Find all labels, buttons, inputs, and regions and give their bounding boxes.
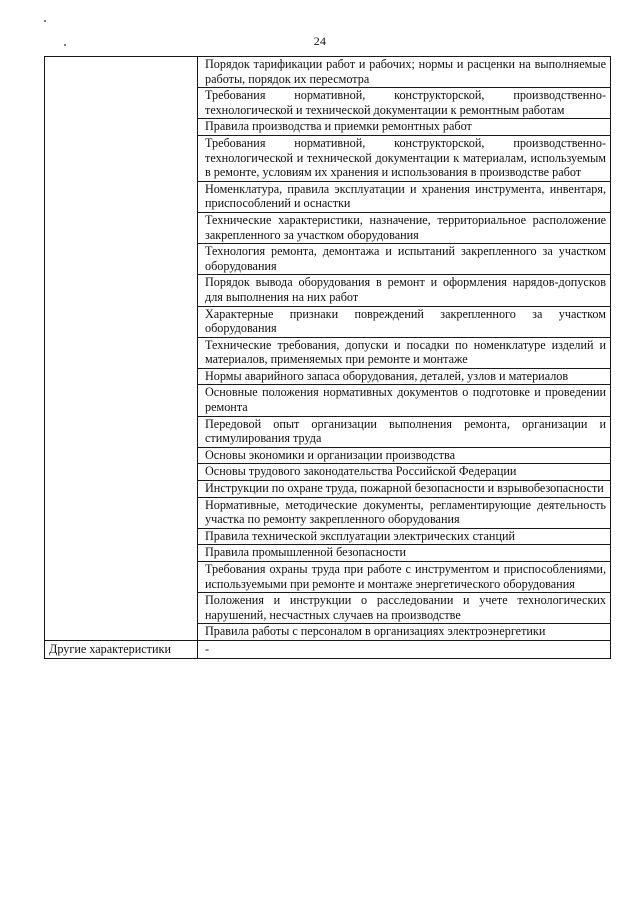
requirement-cell: Порядок вывода оборудования в ремонт и оформления нарядов-допусков для выполнения на них работ [198,275,611,306]
requirement-cell: Правила технической эксплуатации электрических станций [198,528,611,545]
requirement-cell: Требования нормативной, конструкторской, производственно-технологической и технической документации к ремонтным работам [198,88,611,119]
requirement-cell: Характерные признаки повреждений закрепленного за участком оборудования [198,306,611,337]
requirement-cell: Основы экономики и организации производства [198,447,611,464]
requirement-cell: Порядок тарификации работ и рабочих; нормы и расценки на выполняемые работы, порядок их пересмотра [198,57,611,88]
requirement-cell: Правила промышленной безопасности [198,545,611,562]
scan-speck [44,20,46,22]
requirement-cell: Нормативные, методические документы, регламентирующие деятельность участка по ремонту закрепленного оборудования [198,497,611,528]
requirement-cell: Основы трудового законодательства Российской Федерации [198,464,611,481]
requirement-cell: Технические требования, допуски и посадки по номенклатуре изделий и материалов, применяемых при ремонте и монтаже [198,337,611,368]
requirement-cell: Основные положения нормативных документов о подготовке и проведении ремонта [198,385,611,416]
requirement-cell: Передовой опыт организации выполнения ремонта, организации и стимулирования труда [198,416,611,447]
requirement-row [45,57,611,88]
requirement-cell: Требования охраны труда при работе с инструментом и приспособлениями, используемыми при ремонте и монтаже энергетического оборудования [198,562,611,593]
requirement-cell: Требования нормативной, конструкторской, производственно-технологической и технической документации к материалам, используемым в ремонте, условиям их хранения и использования в производстве работ [198,135,611,181]
requirement-cell: Правила производства и приемки ремонтных работ [198,119,611,136]
requirement-cell: Номенклатура, правила эксплуатации и хранения инструмента, инвентаря, приспособлений и оснастки [198,181,611,212]
requirement-cell: Положения и инструкции о расследовании и учете технологических нарушений, несчастных случаев на производстве [198,593,611,624]
requirement-cell: Технические характеристики, назначение, территориальное расположение закрепленного за участком оборудования [198,212,611,243]
page-number: 24 [313,34,327,48]
requirement-cell: Правила работы с персоналом в организациях электроэнергетики [198,624,611,641]
other-characteristics-value: - [198,640,611,658]
requirement-cell: Нормы аварийного запаса оборудования, деталей, узлов и материалов [198,368,611,385]
requirement-cell: Инструкции по охране труда, пожарной безопасности и взрывобезопасности [198,481,611,498]
section-label-cell [45,57,198,641]
requirements-table-body [45,57,611,659]
other-characteristics-row [45,640,611,658]
requirements-table [44,56,611,659]
other-characteristics-label: Другие характеристики [45,640,198,658]
requirement-cell: Технология ремонта, демонтажа и испытаний закрепленного за участком оборудования [198,244,611,275]
